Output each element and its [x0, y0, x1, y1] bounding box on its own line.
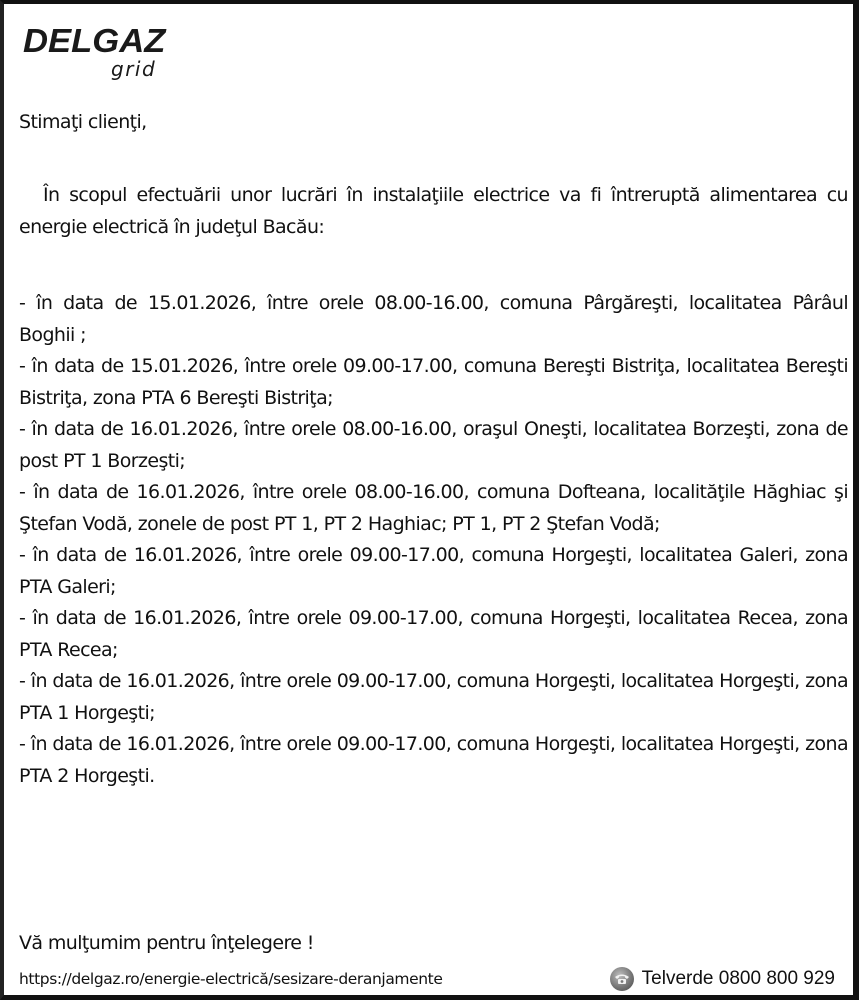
outage-item: - în data de 15.01.2026, între orele 08.00-16.00, comuna Pârgăreşti, localitatea Pârâul Boghii ; — [19, 292, 848, 346]
outage-item: - în data de 16.01.2026, între orele 09.00-17.00, comuna Horgeşti, localitatea Galeri, zona PTA Galeri; — [19, 544, 848, 598]
logo-brand: DELGAZ — [23, 22, 166, 59]
outage-item: - în data de 16.01.2026, între orele 09.00-17.00, comuna Horgeşti, localitatea Recea, zona PTA Recea; — [19, 607, 848, 661]
intro-paragraph: În scopul efectuării unor lucrări în instalaţiile electrice va fi întreruptă alimentarea cu energie electrică în judeţul Bacău: — [19, 184, 848, 238]
logo-sub: grid — [111, 57, 157, 81]
outage-list — [19, 288, 848, 792]
greeting: Stimaţi clienţi, — [19, 111, 147, 133]
telephone-icon — [610, 967, 634, 991]
outage-item: - în data de 15.01.2026, între orele 09.00-17.00, comuna Bereşti Bistriţa, localitatea Bereşti Bistriţa, zona PTA 6 Bereşti Bistriţa; — [19, 355, 848, 409]
phone-label: Telverde 0800 800 929 — [641, 968, 835, 989]
delgaz-grid-logo — [23, 23, 173, 83]
footer-url-link[interactable]: https://delgaz.ro/energie-electrică/sesizare-deranjamente — [19, 970, 443, 988]
outage-item: - în data de 16.01.2026, între orele 08.00-16.00, oraşul Oneşti, localitatea Borzeşti, zona de post PT 1 Borzeşti; — [19, 418, 848, 472]
footer-phone — [610, 966, 835, 992]
outage-item: - în data de 16.01.2026, între orele 09.00-17.00, comuna Horgeşti, localitatea Horgeşti, zona PTA 1 Horgeşti; — [19, 670, 848, 724]
thanks-text: Vă mulţumim pentru înţelegere ! — [19, 932, 314, 954]
outage-item: - în data de 16.01.2026, între orele 08.00-16.00, comuna Dofteana, localităţile Hăghiac şi Ştefan Vodă, zonele de post PT 1, PT 2 Haghiac; PT 1, PT 2 Ştefan Vodă; — [19, 481, 848, 535]
outage-item: - în data de 16.01.2026, între orele 09.00-17.00, comuna Horgeşti, localitatea Horgeşti, zona PTA 2 Horgeşti. — [19, 733, 848, 787]
